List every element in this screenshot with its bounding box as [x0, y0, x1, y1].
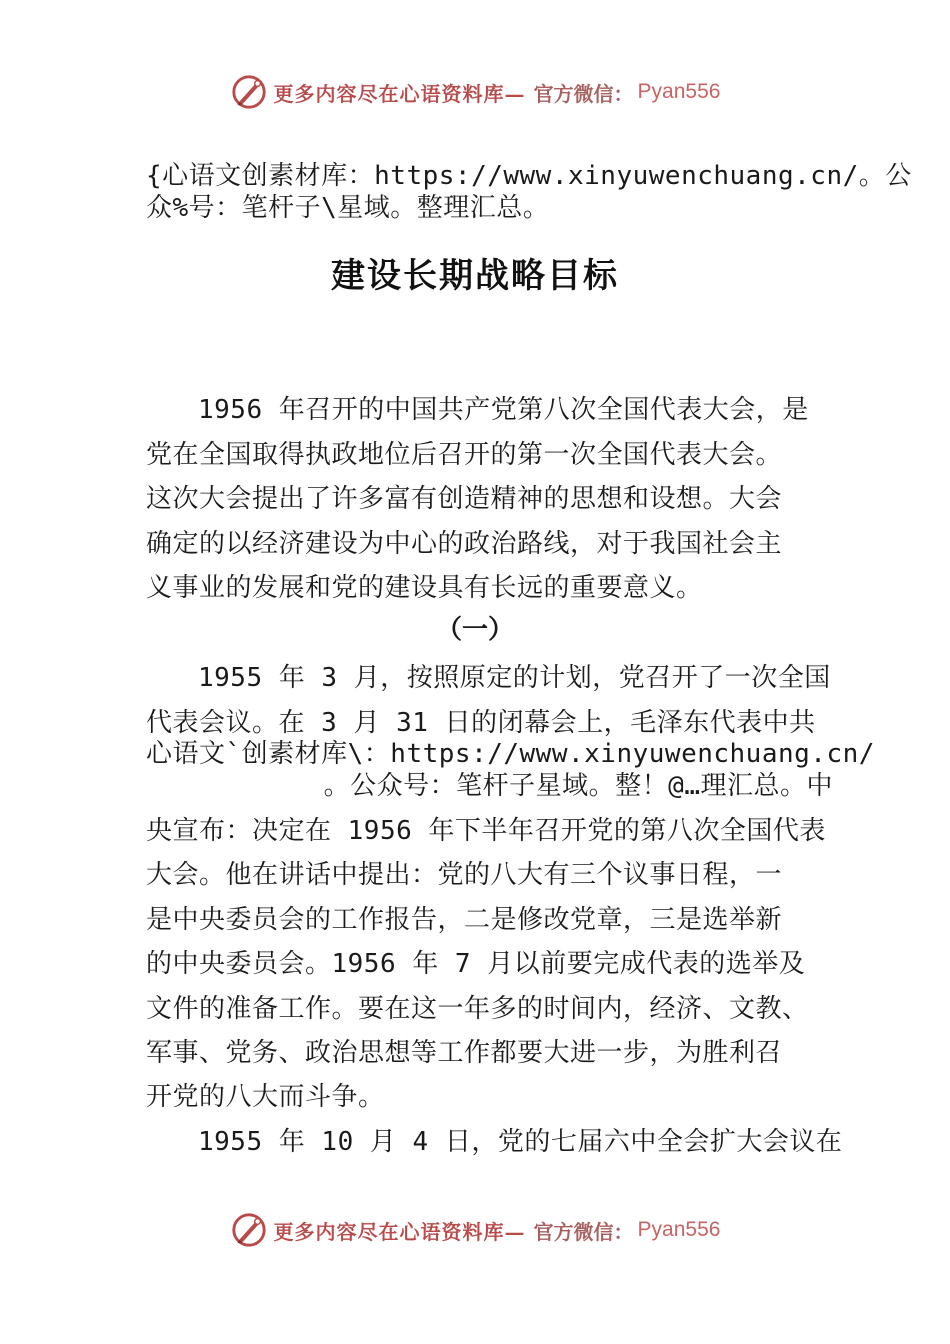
paragraph2-line-8: 的中央委员会。1956 年 7 月以前要完成代表的选举及	[146, 949, 806, 979]
paragraph2-line-11: 开党的八大而斗争。	[146, 1082, 385, 1112]
header-banner	[0, 70, 950, 114]
paragraph2-line-5: 央宣布：决定在 1956 年下半年召开党的第八次全国代表	[146, 816, 826, 846]
banner-wechat-label: 官方微信：	[533, 1219, 634, 1244]
paragraph2-line-9: 文件的准备工作。要在这一年多的时间内，经济、文教、	[146, 994, 809, 1024]
paragraph1-line-4: 确定的以经济建设为中心的政治路线，对于我国社会主	[146, 529, 783, 559]
footer-banner	[0, 1208, 950, 1252]
paragraph1-line-5: 义事业的发展和党的建设具有长远的重要意义。	[146, 573, 703, 603]
paragraph2-line-3: 心语文`创素材库\：https://www.xinyuwenchuang.cn/	[146, 739, 875, 769]
banner-wechat-label: 官方微信：	[533, 81, 634, 106]
paragraph2-line-10: 军事、党务、政治思想等工作都要大进一步，为胜利召	[146, 1038, 783, 1068]
paragraph1-line-2: 党在全国取得执政地位后召开的第一次全国代表大会。	[146, 440, 783, 470]
banner-wechat-id: Pyan556	[637, 1218, 721, 1241]
section-heading: （一）	[435, 615, 514, 645]
paragraph2-line-6: 大会。他在讲话中提出：党的八大有三个议事日程，一	[146, 860, 783, 890]
paragraph1-line-1: 1956 年召开的中国共产党第八次全国代表大会，是	[198, 395, 809, 425]
banner-wechat-id: Pyan556	[637, 80, 721, 103]
pen-logo-icon	[230, 73, 268, 111]
note-line-1: {心语文创素材库：https://www.xinyuwenchuang.cn/。公	[146, 161, 912, 191]
paragraph2-line-2: 代表会议。在 3 月 31 日的闭幕会上，毛泽东代表中共	[146, 708, 816, 738]
paragraph2-line-4: 。公众号：笔杆子星域。整！@…理汇总。中	[146, 771, 833, 801]
paragraph1-line-3: 这次大会提出了许多富有创造精神的思想和设想。大会	[146, 484, 783, 514]
banner-text: 更多内容尽在心语资料库—	[273, 1219, 526, 1244]
paragraph2-line-1: 1955 年 3 月，按照原定的计划，党召开了一次全国	[198, 663, 831, 693]
paragraph3-line-1: 1955 年 10 月 4 日，党的七届六中全会扩大会议在	[198, 1127, 843, 1157]
page-title: 建设长期战略目标	[331, 256, 619, 296]
paragraph2-line-7: 是中央委员会的工作报告，二是修改党章，三是选举新	[146, 905, 783, 935]
note-line-2: 众%号：笔杆子\星域。整理汇总。	[146, 193, 550, 223]
banner-text: 更多内容尽在心语资料库—	[273, 81, 526, 106]
pen-logo-icon	[230, 1211, 268, 1249]
